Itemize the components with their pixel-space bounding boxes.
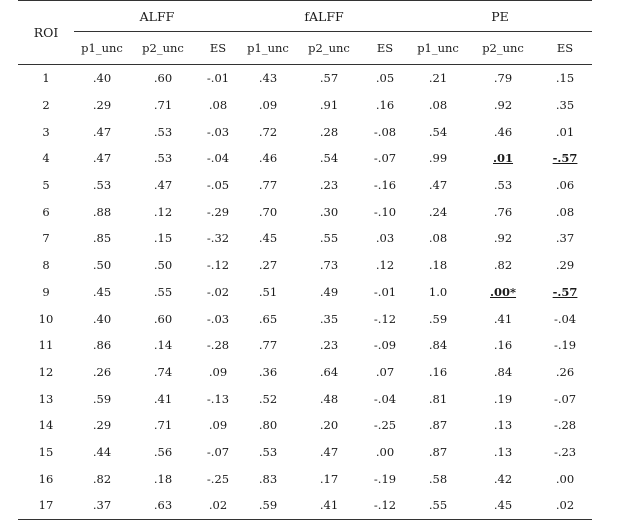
table-row xyxy=(18,172,592,199)
table-row xyxy=(18,279,592,306)
subheader-cell: ES xyxy=(196,32,240,65)
value-cell: -.08 xyxy=(373,124,397,139)
roi-cell: 5 xyxy=(42,178,50,193)
results-table-container xyxy=(18,0,592,520)
value-cell: .87 xyxy=(428,418,448,433)
value-cell: -.05 xyxy=(206,178,230,193)
value-cell: .37 xyxy=(74,492,130,519)
value-cell: -.01 xyxy=(373,284,397,299)
subheader-cell: p2_unc xyxy=(296,32,362,65)
value-cell: .40 xyxy=(92,71,112,86)
table-row xyxy=(18,332,592,359)
value-cell: -.09 xyxy=(373,338,397,353)
table-row xyxy=(18,252,592,279)
value-cell: .41 xyxy=(296,492,362,519)
value-cell: .55 xyxy=(408,492,468,519)
table-row xyxy=(18,412,592,439)
subheader-cell: p1_unc xyxy=(240,32,296,65)
value-cell: .84 xyxy=(493,364,513,379)
table-row xyxy=(18,145,592,172)
value-cell: .27 xyxy=(258,258,278,273)
value-cell: -.57 xyxy=(552,284,578,299)
value-cell: .26 xyxy=(555,364,575,379)
value-cell: .49 xyxy=(319,284,339,299)
value-cell: .41 xyxy=(153,391,173,406)
value-cell: -.16 xyxy=(373,178,397,193)
value-cell: .28 xyxy=(319,124,339,139)
value-cell: .29 xyxy=(555,258,575,273)
value-cell: .83 xyxy=(258,471,278,486)
table-row xyxy=(18,385,592,412)
value-cell: .87 xyxy=(428,444,448,459)
value-cell: .81 xyxy=(428,391,448,406)
value-cell: .29 xyxy=(92,98,112,113)
group-header-pe: PE xyxy=(408,1,592,32)
value-cell: -.12 xyxy=(373,311,397,326)
value-cell: .46 xyxy=(493,124,513,139)
value-cell: .02 xyxy=(196,492,240,519)
value-cell: .02 xyxy=(538,492,592,519)
value-cell: .92 xyxy=(493,231,513,246)
table-row xyxy=(18,225,592,252)
value-cell: .14 xyxy=(153,338,173,353)
value-cell: .71 xyxy=(153,98,173,113)
subheader-cell: p1_unc xyxy=(408,32,468,65)
value-cell: .36 xyxy=(258,364,278,379)
value-cell: .85 xyxy=(92,231,112,246)
table-row xyxy=(18,359,592,386)
value-cell: -.28 xyxy=(553,418,577,433)
value-cell: .45 xyxy=(92,284,112,299)
value-cell: -.25 xyxy=(206,471,230,486)
roi-cell: 11 xyxy=(38,338,54,353)
table-row xyxy=(18,92,592,119)
value-cell: -.07 xyxy=(373,151,397,166)
value-cell: -.29 xyxy=(206,204,230,219)
value-cell: .15 xyxy=(555,71,575,86)
value-cell: .23 xyxy=(319,178,339,193)
subheader-cell: ES xyxy=(538,32,592,65)
value-cell: .40 xyxy=(92,311,112,326)
value-cell: .06 xyxy=(555,178,575,193)
roi-cell: 12 xyxy=(38,364,54,379)
value-cell: .46 xyxy=(258,151,278,166)
roi-cell: 3 xyxy=(42,124,50,139)
value-cell: .54 xyxy=(428,124,448,139)
group-header-falff: fALFF xyxy=(240,1,408,32)
value-cell: .13 xyxy=(493,444,513,459)
value-cell: .03 xyxy=(375,231,395,246)
roi-cell: 16 xyxy=(38,471,54,486)
value-cell: -.04 xyxy=(206,151,230,166)
roi-column-header: ROI xyxy=(18,1,74,65)
value-cell: .55 xyxy=(153,284,173,299)
value-cell: .12 xyxy=(153,204,173,219)
value-cell: .77 xyxy=(258,178,278,193)
value-cell: -.28 xyxy=(206,338,230,353)
roi-cell: 9 xyxy=(42,284,50,299)
value-cell: .99 xyxy=(428,151,448,166)
value-cell: .91 xyxy=(319,98,339,113)
value-cell: .57 xyxy=(319,71,339,86)
value-cell: .16 xyxy=(375,98,395,113)
roi-cell: 8 xyxy=(42,258,50,273)
value-cell: .53 xyxy=(92,178,112,193)
value-cell: .58 xyxy=(428,471,448,486)
roi-cell: 10 xyxy=(38,311,54,326)
table-row xyxy=(18,65,592,92)
value-cell: .18 xyxy=(153,471,173,486)
value-cell: .73 xyxy=(319,258,339,273)
subheader-cell: p2_unc xyxy=(468,32,538,65)
value-cell: .59 xyxy=(428,311,448,326)
value-cell: .05 xyxy=(375,71,395,86)
value-cell: -.13 xyxy=(206,391,230,406)
value-cell: .48 xyxy=(319,391,339,406)
value-cell: -.12 xyxy=(206,258,230,273)
roi-cell: 15 xyxy=(38,444,54,459)
roi-cell: 6 xyxy=(42,204,50,219)
value-cell: .16 xyxy=(428,364,448,379)
value-cell: .45 xyxy=(258,231,278,246)
table-row xyxy=(18,118,592,145)
value-cell: .08 xyxy=(555,204,575,219)
value-cell: .00 xyxy=(375,444,395,459)
value-cell: .53 xyxy=(153,124,173,139)
value-cell: .65 xyxy=(258,311,278,326)
roi-cell: 7 xyxy=(42,231,50,246)
value-cell: -.03 xyxy=(206,124,230,139)
value-cell: -.25 xyxy=(373,418,397,433)
value-cell: .13 xyxy=(493,418,513,433)
value-cell: .08 xyxy=(208,98,228,113)
value-cell: .60 xyxy=(153,71,173,86)
value-cell: .88 xyxy=(92,204,112,219)
value-cell: .07 xyxy=(375,364,395,379)
value-cell: .18 xyxy=(428,258,448,273)
roi-cell: 17 xyxy=(18,492,74,519)
value-cell: .12 xyxy=(375,258,395,273)
value-cell: -.03 xyxy=(206,311,230,326)
table-row xyxy=(18,198,592,225)
value-cell: .23 xyxy=(319,338,339,353)
value-cell: .15 xyxy=(153,231,173,246)
value-cell: .53 xyxy=(153,151,173,166)
value-cell: .92 xyxy=(493,98,513,113)
value-cell: .53 xyxy=(493,178,513,193)
roi-cell: 14 xyxy=(38,418,54,433)
table-row xyxy=(18,492,592,519)
value-cell: .01 xyxy=(493,151,514,166)
value-cell: .37 xyxy=(555,231,575,246)
value-cell: -.32 xyxy=(206,231,230,246)
value-cell: .84 xyxy=(428,338,448,353)
value-cell: .50 xyxy=(92,258,112,273)
value-cell: .79 xyxy=(493,71,513,86)
value-cell: .56 xyxy=(153,444,173,459)
subheader-cell: ES xyxy=(362,32,408,65)
value-cell: .53 xyxy=(258,444,278,459)
value-cell: .63 xyxy=(130,492,196,519)
value-cell: .09 xyxy=(208,418,228,433)
value-cell: .21 xyxy=(428,71,448,86)
value-cell: -.19 xyxy=(373,471,397,486)
value-cell: .20 xyxy=(319,418,339,433)
value-cell: .09 xyxy=(208,364,228,379)
value-cell: .74 xyxy=(153,364,173,379)
value-cell: .71 xyxy=(153,418,173,433)
value-cell: .26 xyxy=(92,364,112,379)
subheader-cell: p1_unc xyxy=(74,32,130,65)
value-cell: .59 xyxy=(240,492,296,519)
value-cell: .00 xyxy=(555,471,575,486)
value-cell: .70 xyxy=(258,204,278,219)
value-cell: .47 xyxy=(92,124,112,139)
value-cell: -.19 xyxy=(553,338,577,353)
value-cell: -.23 xyxy=(553,444,577,459)
value-cell: .16 xyxy=(493,338,513,353)
value-cell: -.04 xyxy=(553,311,577,326)
value-cell: .51 xyxy=(258,284,278,299)
table-row xyxy=(18,305,592,332)
value-cell: -.10 xyxy=(373,204,397,219)
roi-cell: 4 xyxy=(42,151,50,166)
value-cell: .76 xyxy=(493,204,513,219)
value-cell: .43 xyxy=(258,71,278,86)
value-cell: .47 xyxy=(153,178,173,193)
value-cell: .47 xyxy=(428,178,448,193)
value-cell: .64 xyxy=(319,364,339,379)
value-cell: .30 xyxy=(319,204,339,219)
results-table xyxy=(18,0,592,520)
group-header-row xyxy=(18,1,592,32)
value-cell: -.12 xyxy=(362,492,408,519)
value-cell: -.07 xyxy=(206,444,230,459)
table-body xyxy=(18,65,592,520)
value-cell: .29 xyxy=(92,418,112,433)
value-cell: .08 xyxy=(428,231,448,246)
value-cell: -.02 xyxy=(206,284,230,299)
value-cell: .24 xyxy=(428,204,448,219)
value-cell: .50 xyxy=(153,258,173,273)
roi-cell: 1 xyxy=(42,71,50,86)
roi-cell: 2 xyxy=(42,98,50,113)
value-cell: .41 xyxy=(493,311,513,326)
value-cell: .82 xyxy=(92,471,112,486)
value-cell: .19 xyxy=(493,391,513,406)
value-cell: -.04 xyxy=(373,391,397,406)
value-cell: .09 xyxy=(258,98,278,113)
value-cell: .44 xyxy=(92,444,112,459)
group-header-alff: ALFF xyxy=(74,1,240,32)
value-cell: .17 xyxy=(319,471,339,486)
value-cell: .45 xyxy=(468,492,538,519)
value-cell: .35 xyxy=(319,311,339,326)
subheader-row xyxy=(18,32,592,65)
value-cell: -.01 xyxy=(206,71,230,86)
value-cell: .80 xyxy=(258,418,278,433)
value-cell: .72 xyxy=(258,124,278,139)
value-cell: .42 xyxy=(493,471,513,486)
value-cell: .52 xyxy=(258,391,278,406)
value-cell: .77 xyxy=(258,338,278,353)
value-cell: .82 xyxy=(493,258,513,273)
value-cell: .47 xyxy=(319,444,339,459)
table-row xyxy=(18,465,592,492)
value-cell: .59 xyxy=(92,391,112,406)
value-cell: -.07 xyxy=(553,391,577,406)
roi-cell: 13 xyxy=(38,391,54,406)
value-cell: .35 xyxy=(555,98,575,113)
value-cell: .08 xyxy=(428,98,448,113)
value-cell: -.57 xyxy=(552,151,578,166)
value-cell: .47 xyxy=(92,151,112,166)
value-cell: .54 xyxy=(319,151,339,166)
value-cell: .01 xyxy=(555,124,575,139)
value-cell: .86 xyxy=(92,338,112,353)
value-cell: .55 xyxy=(319,231,339,246)
value-cell: 1.0 xyxy=(428,284,448,299)
value-cell: .60 xyxy=(153,311,173,326)
subheader-cell: p2_unc xyxy=(130,32,196,65)
table-row xyxy=(18,439,592,466)
value-cell: .00* xyxy=(490,284,517,299)
